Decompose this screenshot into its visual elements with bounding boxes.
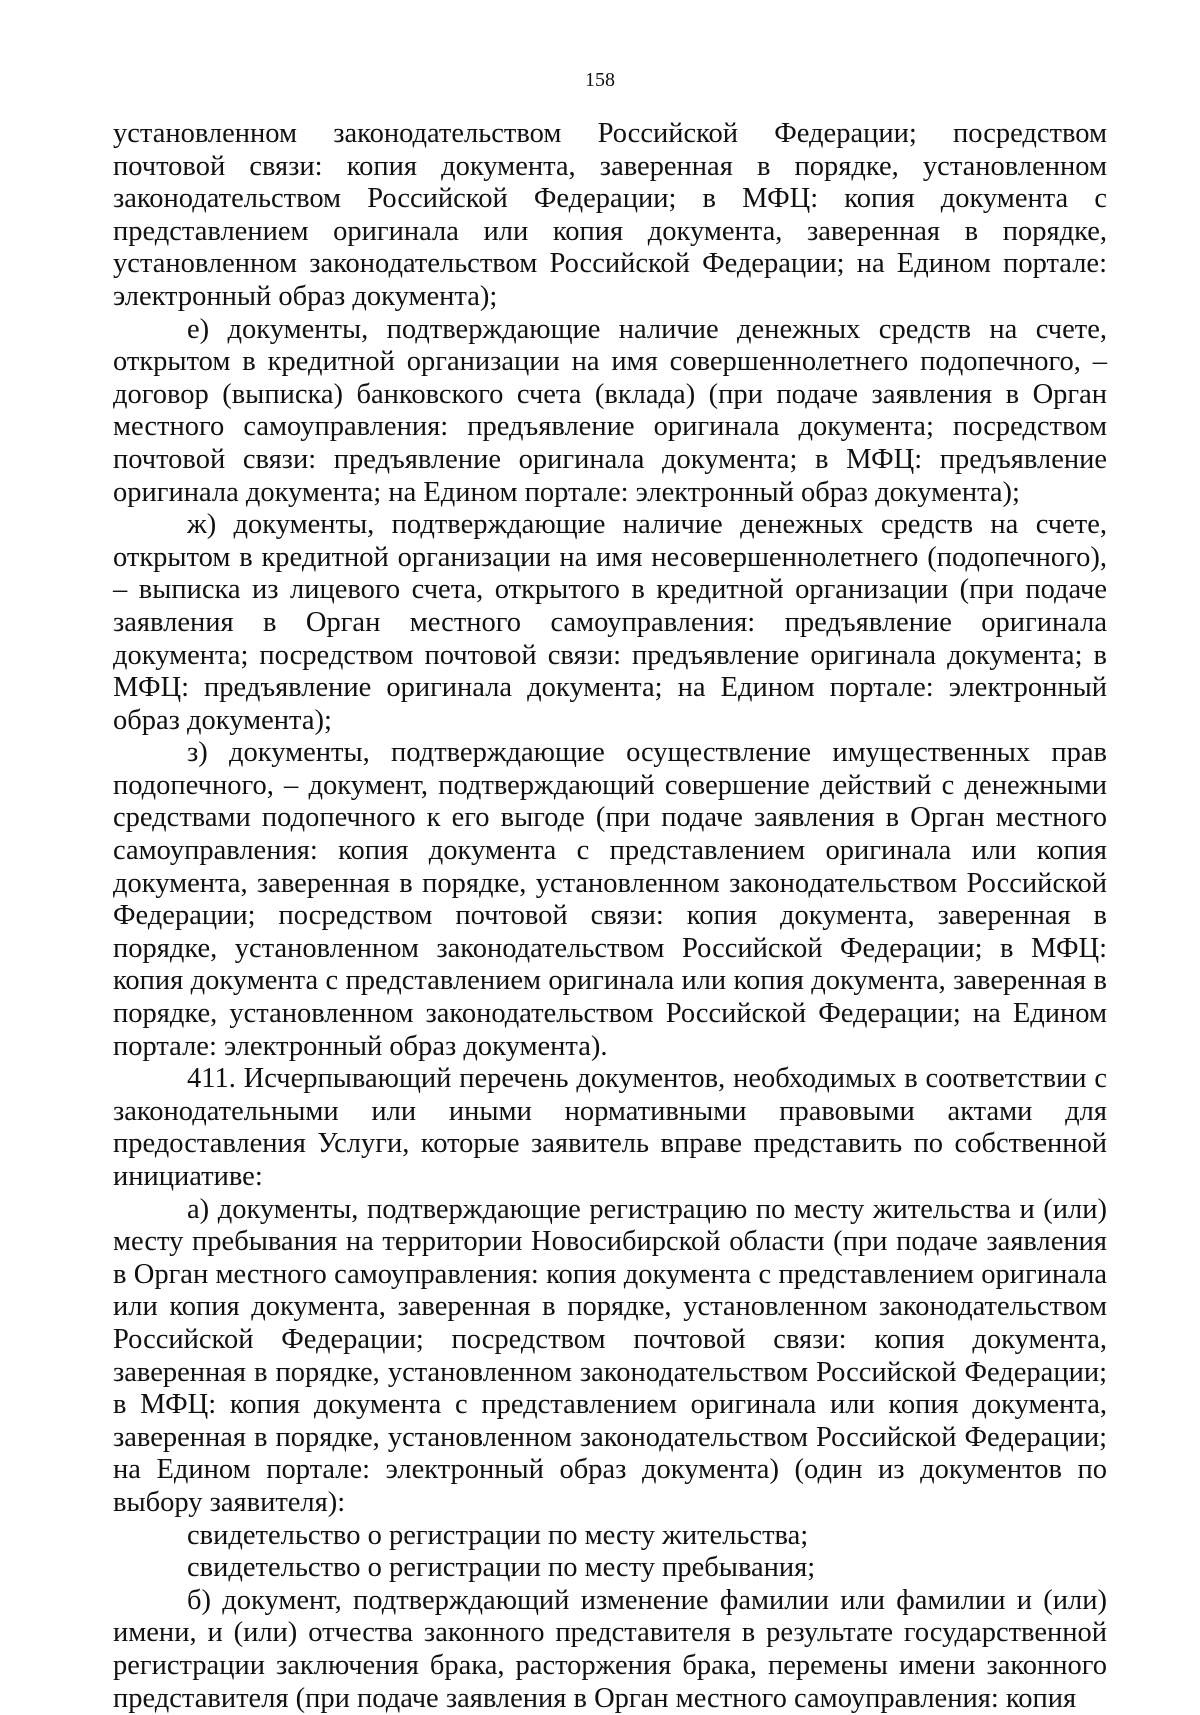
paragraph-item-a: а) документы, подтверждающие регистрацию по месту жительства и (или) месту пребывания на территории Новосибирской области (при подаче заявления в Орган местного самоуправления: копия документа с представлением оригинала или копия документа, заверенная в порядке, установленном законодательством Российской Федерации; посредством почтовой связи: копия документа, заверенная в порядке, установленном законодательством Российской Федерации; в МФЦ: копия документа с представлением оригинала или копия документа, заверенная в порядке, установленном законодательством Российской Федерации; на Едином портале: электронный образ документа) (один из документов по выбору заявителя):	[113, 1193, 1107, 1518]
page-number: 158	[585, 69, 615, 91]
paragraph-item-e: е) документы, подтверждающие наличие денежных средств на счете, открытом в кредитной организации на имя совершеннолетнего подопечного, – договор (выписка) банковского счета (вклада) (при подаче заявления в Орган местного самоуправления: предъявление оригинала документа; посредством почтовой связи: предъявление оригинала документа; в МФЦ: предъявление оригинала документа; на Едином портале: электронный образ документа);	[113, 313, 1107, 508]
paragraph-item-b: б) документ, подтверждающий изменение фамилии или фамилии и (или) имени, и (или) отчества законного представителя в результате государственной регистрации заключения брака, расторжения брака, перемены имени законного представителя (при подаче заявления в Орган местного самоуправления: копия	[113, 1584, 1107, 1714]
paragraph-continuation: установленном законодательством Российской Федерации; посредством почтовой связи: копия документа, заверенная в порядке, установленном законодательством Российской Федерации; в МФЦ: копия документа с представлением оригинала или копия документа, заверенная в порядке, установленном законодательством Российской Федерации; на Едином портале: электронный образ документа);	[113, 118, 1107, 312]
paragraph-item-z: з) документы, подтверждающие осуществление имущественных прав подопечного, – документ, подтверждающий совершение действий с денежными средствами подопечного к его выгоде (при подаче заявления в Орган местного самоуправления: копия документа с представлением оригинала или копия документа, заверенная в порядке, установленном законодательством Российской Федерации; посредством почтовой связи: копия документа, заверенная в порядке, установленном законодательством Российской Федерации; в МФЦ: копия документа с представлением оригинала или копия документа, заверенная в порядке, установленном законодательством Российской Федерации; на Едином портале: электронный образ документа).	[113, 737, 1107, 1062]
paragraph-section-411: 411. Исчерпывающий перечень документов, необходимых в соответствии с законодательными или иными нормативными правовыми актами для предоставления Услуги, которые заявитель вправе представить по собственной инициативе:	[113, 1063, 1107, 1192]
paragraph-item-zh: ж) документы, подтверждающие наличие денежных средств на счете, открытом в кредитной организации на имя несовершеннолетнего (подопечного), – выписка из лицевого счета, открытого в кредитной организации (при подаче заявления в Орган местного самоуправления: предъявление оригинала документа; посредством почтовой связи: предъявление оригинала документа; в МФЦ: предъявление оригинала документа; на Едином портале: электронный образ документа);	[113, 509, 1107, 736]
paragraph-residence-certificate: свидетельство о регистрации по месту жительства;	[187, 1519, 809, 1551]
paragraph-stay-certificate: свидетельство о регистрации по месту пребывания;	[187, 1552, 816, 1584]
document-body	[113, 118, 1107, 1715]
